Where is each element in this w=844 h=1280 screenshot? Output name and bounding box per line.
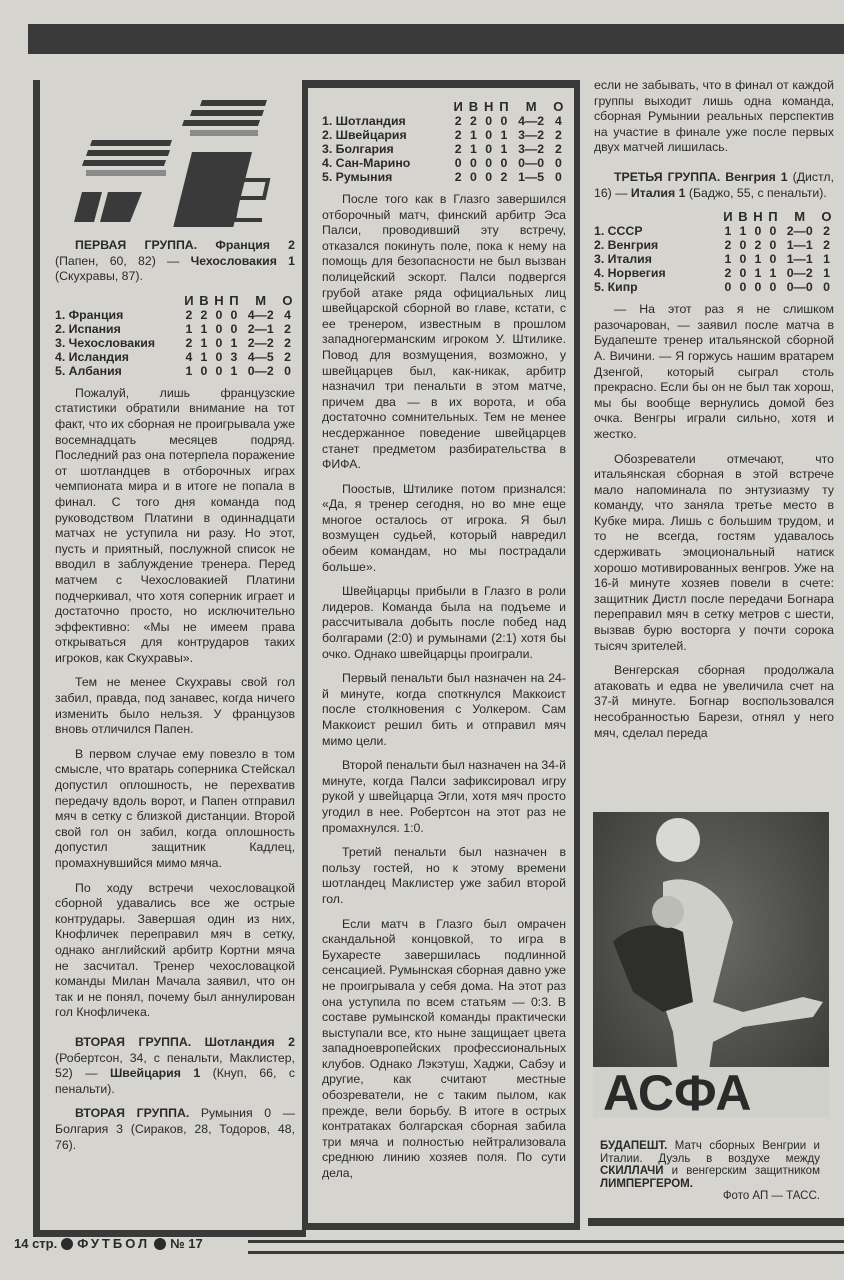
standings-header-row [322, 100, 566, 114]
team-name: 2. Швейцария [322, 128, 407, 142]
standings-row [55, 336, 295, 350]
points-cell: 1 [823, 252, 830, 267]
draws-cell: 0 [754, 280, 762, 295]
team-name: 4. Норвегия [594, 266, 666, 281]
played-cell: 2 [185, 307, 193, 322]
losses-cell: 2 [500, 170, 508, 184]
losses-cell: 1 [500, 128, 508, 142]
standings-header-cell: Н [214, 292, 224, 308]
wins-cell: 1 [200, 335, 208, 350]
points-cell: 2 [823, 238, 830, 253]
played-cell: 2 [724, 266, 732, 281]
group2-scorers-a: (Робертсон, 34, с пенальти, Маклистер, 52) — [55, 1050, 295, 1081]
middle-column [322, 98, 566, 1191]
team-name: 5. Албания [55, 363, 122, 378]
standings-row [594, 266, 834, 280]
page-footer [14, 1236, 203, 1251]
goals-cell: 1—1 [786, 252, 813, 267]
draws-cell: 0 [215, 349, 223, 364]
team-name: 2. Венгрия [594, 238, 659, 253]
group1-team-b: Чехословакия 1 [190, 253, 295, 268]
draws-cell: 0 [215, 335, 223, 350]
standings-row [55, 322, 295, 336]
played-cell: 4 [185, 349, 193, 364]
losses-cell: 3 [230, 349, 238, 364]
draws-cell: 0 [754, 224, 762, 239]
caption-body [600, 1140, 820, 1190]
points-cell: 0 [554, 156, 562, 170]
losses-cell: 0 [769, 238, 777, 253]
header-blank [322, 100, 451, 114]
losses-cell: 0 [769, 224, 777, 239]
caption-text-2: и венгерским защитником [671, 1165, 820, 1177]
draws-cell: 0 [215, 363, 223, 378]
goals-cell: 1—5 [518, 170, 545, 184]
standings-row [322, 128, 566, 142]
standings-row [322, 114, 566, 128]
losses-cell: 1 [230, 363, 238, 378]
wins-cell: 1 [469, 128, 477, 142]
goals-cell: 2—1 [247, 321, 274, 336]
page-number: 14 стр. [14, 1236, 58, 1251]
wins-cell: 1 [200, 349, 208, 364]
standings-header-cell: В [468, 99, 479, 114]
points-cell: 2 [284, 335, 291, 350]
team-name: 4. Исландия [55, 349, 129, 364]
group1-paragraph: Тем не менее Скухравы свой гол забил, правда, под занавес, когда ничего изменить было нельзя. У французов вновь отличился Папен. [55, 675, 295, 737]
draws-cell: 0 [215, 321, 223, 336]
group3-standings-table [594, 210, 834, 294]
group1-paragraph: Пожалуй, лишь французские статистики обратили внимание на тот факт, что их сборная не проигрывала уже восемнадцать месяцев подряд. Последний раз она потерпела поражение от шотландцев в отборочных играх чемпионата мира и в итоге не попала в финал. С того дня команда под руководством Платини в одиннадцати матчах не уступила ни разу. Но этот, пусть и приятный, послужной список не вводил в заблуждение тренера. Перед матчем с Чехословакией Платини подчеркивал, что хотя соперник играет и достаточно просто, но исключительно эффективно: «Мы не имеем права открываться для контрударов таких игроков, как Скухравы». [55, 385, 295, 665]
group1-team-a: Франция 2 [215, 238, 296, 252]
wins-cell: 0 [739, 266, 747, 281]
group1-paragraph: По ходу встречи чехословацкой сборной удавались все же острые контрудары. Завершая один из них, Кнофличек переправил мяч в сетку, однако английский арбитр Кортни мяча не засчитал. Тренер чехословацкой команды Милан Мачала заявил, что он так и не понял, почему был аннулирован гол Кнофличека. [55, 880, 295, 1020]
points-cell: 2 [284, 321, 291, 336]
standings-header-cell: П [499, 99, 509, 114]
standings-header-cell: В [738, 209, 748, 225]
right-column-bottom-rule [588, 1218, 844, 1226]
played-cell: 1 [724, 224, 732, 239]
team-name: 2. Испания [55, 321, 121, 336]
group1-paragraph: В первом случае ему повезло в том смысле, что вратарь соперника Стейскал допустил оплошность, не перехватив передачу вдоль ворот, и Папен отправил мяч в сетку с близкой дистанции. Второй свой гол он забил, когда оплошность допустил защитник Кадлец, промахнувшийся мимо мяча. [55, 746, 295, 870]
group2-paragraph: Поостыв, Штилике потом признался: «Да, я тренер сегодня, но во мне еще многое осталось от игрока. Я был возмущен судьей, который навредил обеим командам, но мы пострадали больше». [322, 481, 566, 574]
standings-header-cell: И [453, 99, 463, 114]
goals-cell: 3—2 [518, 142, 545, 156]
played-cell: 2 [454, 128, 462, 142]
bullet-icon [154, 1238, 166, 1250]
group2-paragraph: После того как в Глазго завершился отборочный матч, финский арбитр Эса Палси, проводивший эту встречу, отказался покинуть поле, пока к нему на помощь для безопасности не был вызван полицейский эскорт. Палси подвергся грубой атаке ряда официальных лиц швейцарской сборной во главе, кстати, с ее тренером, известным в прошлом западногерманским игроком У. Штилике. Повод для возмущения, возможно, у швейцарцев был, как-никак, арбитр назначил три пенальти в этом матче, причем два — в их ворота, и оба достаточно сомнительных. Тем не менее несдержанное поведение швейцарцев станет предметом разбирательства в ФИФА. [322, 192, 566, 472]
photo-caption [600, 1140, 820, 1203]
group2-paragraph: Первый пенальти был назначен на 24-й минуте, когда споткнулся Маккоист после столкновения с Уолкером. Сам Маккоист решил бить и отправил мяч мимо цели. [322, 671, 566, 748]
standings-header-cell: О [282, 292, 293, 308]
draws-cell: 0 [485, 170, 493, 184]
losses-cell: 0 [769, 280, 777, 295]
team-name: 1. Шотландия [322, 114, 406, 128]
group3-team-a: Венгрия 1 [725, 169, 788, 184]
group3-paragraph: — На этот раз я не слишком разочарован, — заявил после матча в Будапеште тренер итальянской сборной А. Вичини. — Я горжусь нашим вратарем Дзенгой, который сыграл столь прекрасно. Если бы он не был так хорош, мы бы вообще вернулись домой без очка. Венгры играли сильно, хотя и жестко. [594, 302, 834, 441]
group3-scorers-b: (Баджо, 55, с пенальти). [688, 185, 827, 200]
played-cell: 2 [724, 238, 732, 253]
left-column [55, 238, 295, 1162]
points-cell: 4 [554, 114, 562, 128]
points-cell: 0 [284, 363, 291, 378]
standings-header-cell: М [255, 292, 267, 308]
standings-header-cell: О [553, 99, 564, 114]
team-name: 3. Италия [594, 252, 652, 267]
group2-team-b: Швейцария 1 [109, 1066, 201, 1081]
losses-cell: 0 [230, 307, 238, 322]
group1-scorers-b: (Скухравы, 87). [55, 269, 143, 284]
photo-credit: Фото АП — ТАСС. [722, 1190, 820, 1202]
group2-paragraph: Если матч в Глазго был омрачен скандальной концовкой, то игра в Бухаресте завершилась подлинной сенсацией. Румынская сборная давно уже не проигрывала у себя дома. На этот раз она уступила по всем статьям — 0:3. В составе румынской команды практически выступали все, кто ныне защищает цвета западноевропейских профессиональных клубов. Однако Лэкэтуш, Хаджи, Сабэу и другие, как считают местные обозреватели, не с таким пылом, как прежде, вели борьбу. В итоге в острых контратаках болгарская сборная забила три мяча и полностью нейтрализовала среднюю линию хозяев поля. По сути дела, [322, 916, 566, 1181]
standings-header-cell: И [184, 292, 194, 308]
goals-cell: 0—0 [786, 280, 813, 295]
draws-cell: 0 [485, 142, 493, 156]
standings-row [594, 224, 834, 238]
losses-cell: 1 [230, 335, 238, 350]
draws-cell: 0 [485, 156, 493, 170]
group2-match2-text: Румыния 0 — Болгария 3 (Сираков, 28, Тодоров, 48, 76). [55, 1106, 295, 1152]
team-name: 5. Кипр [594, 280, 638, 295]
group2-heading-2: ВТОРАЯ ГРУППА. [75, 1106, 190, 1121]
standings-header-cell: Н [483, 99, 494, 114]
losses-cell: 1 [500, 142, 508, 156]
losses-cell: 0 [230, 321, 238, 336]
top-banner-bar [28, 24, 844, 54]
team-name: 1. СССР [594, 224, 643, 239]
standings-header-cell: П [768, 209, 778, 225]
draws-cell: 0 [485, 128, 493, 142]
group2-heading: ВТОРАЯ ГРУППА. [75, 1034, 192, 1049]
group2-team-a: Шотландия 2 [204, 1034, 295, 1049]
group1-scorers-a: (Папен, 60, 82) — [55, 253, 180, 268]
standings-header-cell: М [525, 99, 537, 114]
caption-text-1: Матч сборных Венгрии и Италии. Дуэль в воздухе между [600, 1140, 820, 1165]
draws-cell: 1 [754, 252, 762, 267]
wins-cell: 2 [200, 307, 208, 322]
group2-match1-result [55, 1035, 295, 1097]
points-cell: 0 [554, 170, 562, 184]
group2-standings-table [322, 100, 566, 184]
group3-paragraph: Венгерская сборная продолжала атаковать и едва не увеличила счет на 37-й минуте. Богнар воспользовался несобранностью Барези, отнял у него мяч, сделал переда [594, 663, 834, 740]
right-column [594, 78, 834, 750]
standings-row [55, 364, 295, 378]
points-cell: 1 [823, 266, 830, 281]
wins-cell: 0 [469, 156, 477, 170]
losses-cell: 0 [500, 114, 508, 128]
group1-standings-table [55, 294, 295, 378]
standings-header-row [594, 210, 834, 224]
points-cell: 0 [823, 280, 830, 295]
standings-header-cell: И [723, 209, 733, 225]
photo-banner-text: АСФА [603, 1065, 752, 1117]
group3-team-b: Италия 1 [630, 185, 686, 200]
issue-number: № 17 [170, 1236, 203, 1251]
goals-cell: 2—2 [247, 335, 274, 350]
standings-row [594, 280, 834, 294]
goals-cell: 4—5 [247, 349, 274, 364]
goals-cell: 2—0 [786, 224, 813, 239]
wins-cell: 0 [739, 280, 747, 295]
group1-result [55, 238, 295, 285]
goals-cell: 3—2 [518, 128, 545, 142]
wins-cell: 2 [469, 114, 477, 128]
standings-header-cell: Н [753, 209, 763, 225]
magazine-name: ФУТБОЛ [77, 1236, 151, 1251]
ball-icon [656, 818, 700, 862]
standings-row [594, 238, 834, 252]
group3-scorers-a: (Дистл, 16) — [594, 169, 835, 200]
team-name: 5. Румыния [322, 170, 393, 184]
team-name: 3. Болгария [322, 142, 394, 156]
group3-paragraph: Обозреватели отмечают, что итальянская сборная в этой встрече мало напоминала по энтузиазму ту команду, что заняла третье место в Кубке мира. Лишь с большим трудом, и то не всегда, гостям удавалось сдерживать эмоциональный натиск хорошо мотивированных венгров. Уже на 16-й минуте хозяев повели в счете: защитник Дистл после передачи Богнара переправил мяч в сетку метров с шести, вызвав бурю восторга у почти сорока тысяч зрителей. [594, 451, 834, 653]
wins-cell: 1 [469, 142, 477, 156]
points-cell: 2 [554, 142, 562, 156]
goals-cell: 0—0 [518, 156, 545, 170]
euro-92-logo [72, 92, 272, 227]
played-cell: 1 [185, 363, 193, 378]
team-name: 4. Сан-Марино [322, 156, 411, 170]
points-cell: 2 [284, 349, 291, 364]
played-cell: 1 [724, 252, 732, 267]
bullet-icon [61, 1238, 73, 1250]
group2-scorers-b: (Кнуп, 66, с пенальти). [55, 1066, 295, 1096]
standings-header-cell: М [794, 209, 806, 225]
team-name: 3. Чехословакия [55, 335, 155, 350]
wins-cell: 0 [739, 252, 747, 267]
footer-double-rule [248, 1240, 844, 1254]
wins-cell: 1 [200, 321, 208, 336]
match-photo [593, 812, 829, 1117]
draws-cell: 1 [754, 266, 762, 281]
group3-heading: ТРЕТЬЯ ГРУППА. [614, 169, 721, 184]
goals-cell: 0—2 [247, 363, 274, 378]
header-blank [55, 294, 181, 308]
standings-row [55, 308, 295, 322]
points-cell: 4 [284, 307, 291, 322]
continuation-paragraph: если не забывать, что в финал от каждой группы выходит лишь одна команда, сборная Румынии реальных перспектив на участие в финале уже после первых двух матчей лишилась. [594, 78, 834, 155]
team-name: 1. Франция [55, 307, 124, 322]
draws-cell: 0 [485, 114, 493, 128]
goals-cell: 0—2 [786, 266, 813, 281]
wins-cell: 1 [739, 224, 747, 239]
played-cell: 2 [454, 170, 462, 184]
standings-header-cell: П [229, 292, 239, 308]
group1-heading: ПЕРВАЯ ГРУППА. [75, 238, 198, 252]
standings-row [322, 170, 566, 184]
group2-paragraph: Третий пенальти был назначен в пользу гостей, но к этому времени шотландец Маклистер уже забил второй гол. [322, 845, 566, 906]
group2-match2-result [55, 1106, 295, 1153]
wins-cell: 0 [469, 170, 477, 184]
played-cell: 2 [185, 335, 193, 350]
logo-text: EURO 92 [72, 92, 77, 93]
caption-name-1: СКИЛЛАЧИ [600, 1165, 664, 1177]
standings-row [55, 350, 295, 364]
standings-header-cell: О [821, 209, 832, 225]
goals-cell: 4—2 [518, 114, 545, 128]
wins-cell: 0 [739, 238, 747, 253]
header-blank [594, 210, 720, 224]
points-cell: 2 [823, 224, 830, 239]
standings-row [322, 142, 566, 156]
standings-header-cell: В [199, 292, 209, 308]
played-cell: 0 [724, 280, 732, 295]
standings-row [322, 156, 566, 170]
goals-cell: 1—1 [786, 238, 813, 253]
played-cell: 2 [454, 114, 462, 128]
losses-cell: 0 [500, 156, 508, 170]
losses-cell: 1 [769, 266, 777, 281]
standings-row [594, 252, 834, 266]
group3-result [594, 170, 834, 201]
losses-cell: 0 [769, 252, 777, 267]
points-cell: 2 [554, 128, 562, 142]
played-cell: 0 [454, 156, 462, 170]
caption-name-2: ЛИМПЕРГЕРОМ. [600, 1177, 693, 1190]
played-cell: 1 [185, 321, 193, 336]
wins-cell: 0 [200, 363, 208, 378]
group2-paragraph: Швейцарцы прибыли в Глазго в роли лидеров. Команда была на подъеме и рассчитывала добыть после побед над болгарами (2:0) и румынами (2:1) хотя бы очко. Однако швейцарцы проиграли. [322, 584, 566, 661]
standings-header-row [55, 294, 295, 308]
draws-cell: 2 [754, 238, 762, 253]
group2-paragraph: Второй пенальти был назначен на 34-й минуте, когда Палси зафиксировал игру рукой у швейцарца Эгли, хотя мяч просто угодил в нее. Робертсон на этот раз не промахнулся. 1:0. [322, 758, 566, 835]
caption-place: БУДАПЕШТ. [600, 1140, 668, 1152]
draws-cell: 0 [215, 307, 223, 322]
goals-cell: 4—2 [247, 307, 274, 322]
played-cell: 2 [454, 142, 462, 156]
